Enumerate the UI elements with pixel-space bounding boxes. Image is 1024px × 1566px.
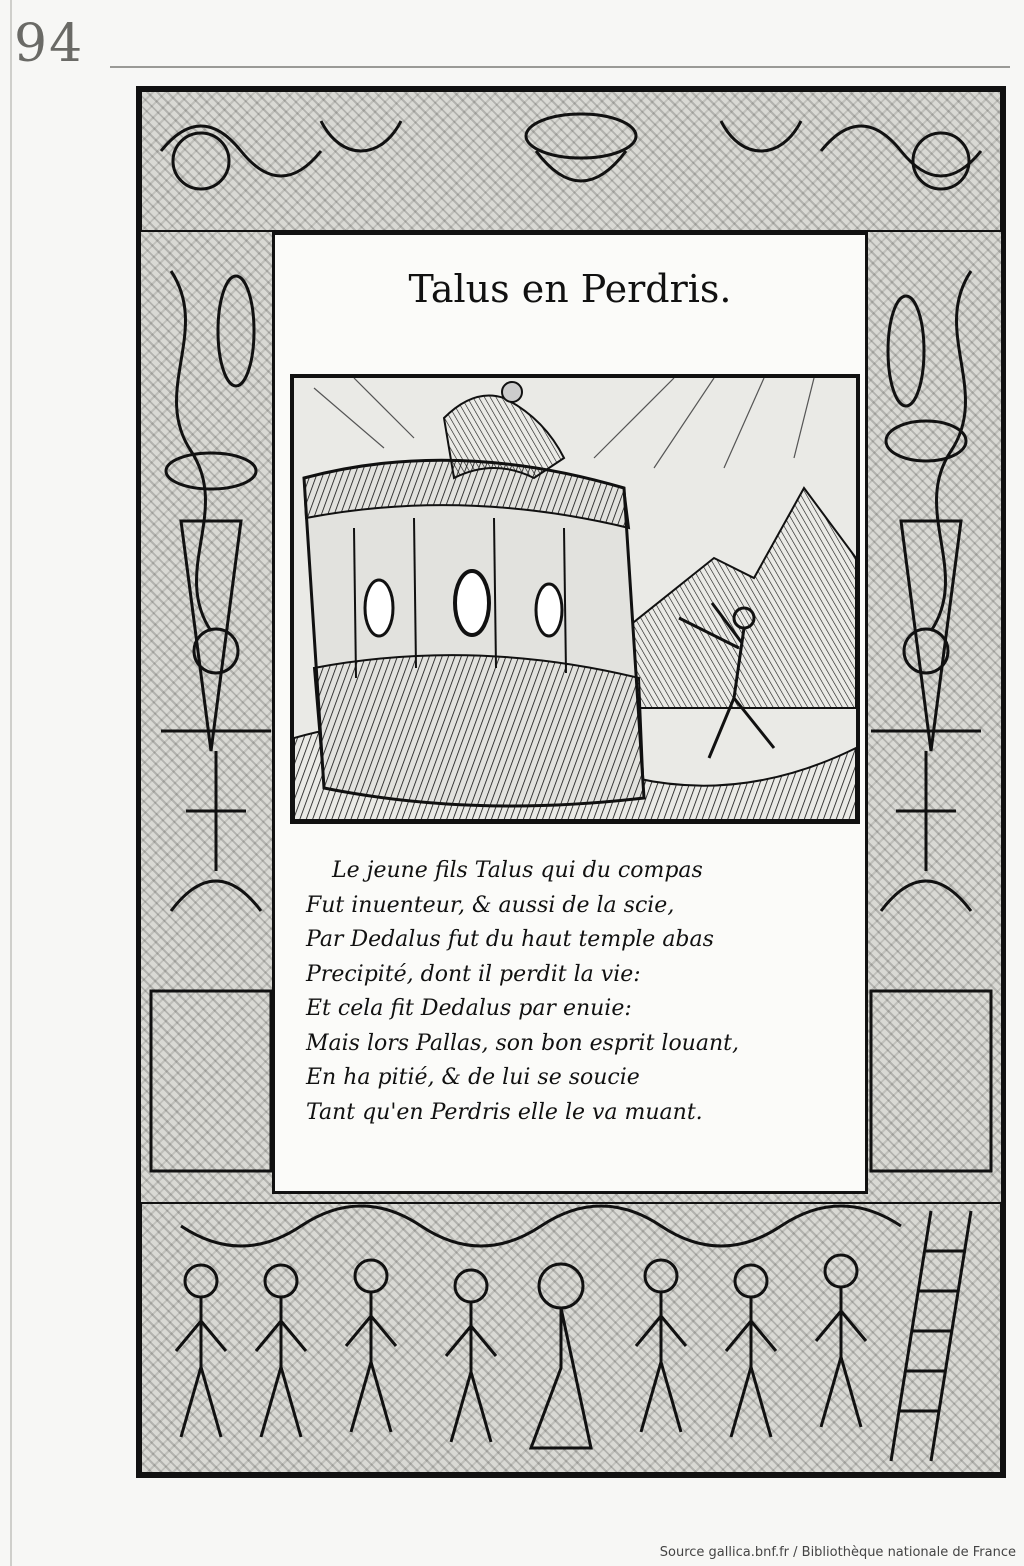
- verse-line: Mais lors Pallas, son bon esprit louant,: [306, 1030, 739, 1056]
- tower-woodcut-icon: [294, 378, 856, 820]
- verse-line: Fut inuenteur, & aussi de la scie,: [306, 892, 675, 918]
- verse-line: Le jeune fils Talus qui du compas: [332, 858, 703, 883]
- page-margin-line: [10, 0, 12, 1566]
- verse-line: Precipité, dont il perdit la vie:: [306, 961, 641, 987]
- verse-line: Et cela fit Dedalus par enuie:: [306, 996, 632, 1021]
- verse-line: Par Dedalus fut du haut temple abas: [306, 927, 714, 952]
- verse: [306, 854, 846, 1130]
- header-rule: [110, 66, 1010, 68]
- source-credit: Source gallica.bnf.fr / Bibliothèque nationale de France: [659, 1545, 1016, 1560]
- page-title: Talus en Perdris.: [408, 267, 732, 311]
- verse-line: Tant qu'en Perdris elle le va muant.: [306, 1099, 703, 1125]
- page-number: 94: [14, 14, 85, 74]
- verse-line: En ha pitié, & de lui se soucie: [306, 1065, 640, 1090]
- woodcut-illustration: [290, 374, 860, 824]
